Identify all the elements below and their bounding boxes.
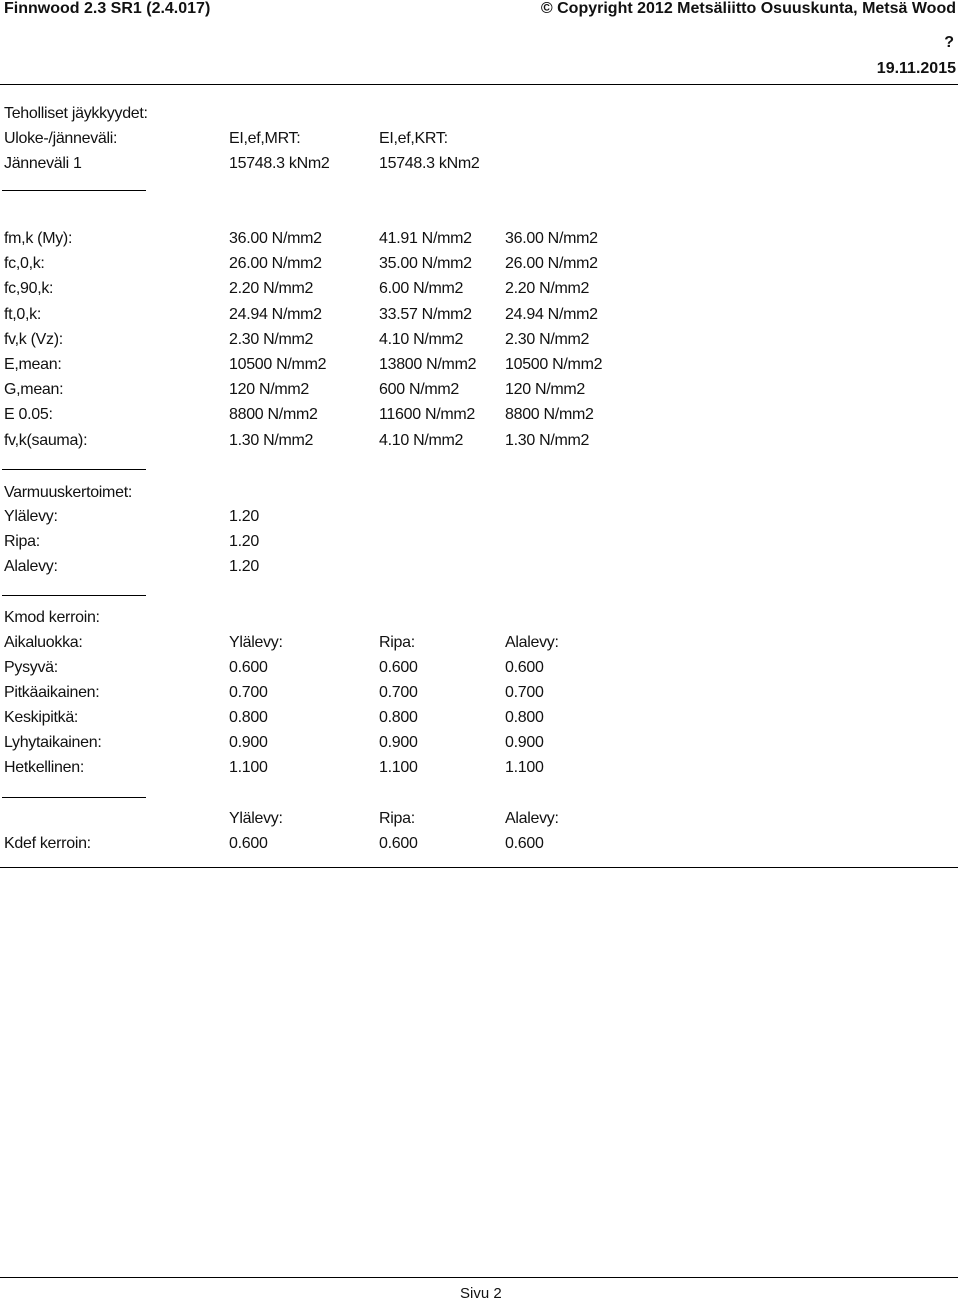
report-date: 19.11.2015 xyxy=(876,60,956,77)
strength-row xyxy=(0,306,960,326)
ei-mrt-column-label: EI,ef,MRT: xyxy=(229,130,301,147)
kdef-bottom-plate-label: Alalevy: xyxy=(505,810,559,827)
bottom-plate-label: Alalevy: xyxy=(505,634,559,651)
rib-value: 4.10 N/mm2 xyxy=(379,330,464,348)
kdef-top-plate-label: Ylälevy: xyxy=(229,810,283,827)
kdef-bottom-value: 0.600 xyxy=(505,835,544,852)
header-question-mark: ? xyxy=(944,34,954,51)
section-separator xyxy=(2,797,146,798)
strength-row xyxy=(0,432,960,452)
safety-row xyxy=(0,508,960,528)
duration-class: Keskipitkä: xyxy=(4,709,79,726)
span-name: Jänneväli 1 xyxy=(4,155,82,172)
duration-class: Pitkäaikainen: xyxy=(4,684,100,701)
property-label: G,mean: xyxy=(4,381,64,399)
bottom-plate-value: 26.00 N/mm2 xyxy=(505,255,598,273)
safety-title-row xyxy=(0,484,960,504)
top-plate-value: 1.30 N/mm2 xyxy=(229,431,314,449)
property-label: fm,k (My): xyxy=(4,230,73,247)
strength-row xyxy=(0,331,960,351)
kmod-top-value: 0.900 xyxy=(229,734,268,751)
kdef-top-value: 0.600 xyxy=(229,835,268,852)
bottom-plate-value: 24.94 N/mm2 xyxy=(505,305,598,323)
rib-value: 41.91 N/mm2 xyxy=(379,230,472,247)
top-plate-value: 2.30 N/mm2 xyxy=(229,330,314,348)
kmod-title: Kmod kerroin: xyxy=(4,609,100,626)
top-plate-value: 24.94 N/mm2 xyxy=(229,305,322,323)
kdef-rib-value: 0.600 xyxy=(379,835,418,852)
safety-row xyxy=(0,558,960,578)
safety-part-label: Ylälevy: xyxy=(4,508,58,525)
bottom-plate-value: 120 N/mm2 xyxy=(505,381,585,399)
kmod-row xyxy=(0,734,960,754)
kmod-top-value: 0.800 xyxy=(229,709,268,726)
safety-factor-value: 1.20 xyxy=(229,508,259,525)
kmod-bottom-value: 1.100 xyxy=(505,759,544,776)
ei-krt-value: 15748.3 kNm2 xyxy=(379,155,480,172)
section-separator xyxy=(2,190,146,191)
kmod-bottom-value: 0.900 xyxy=(505,734,544,751)
property-label: ft,0,k: xyxy=(4,305,42,323)
kdef-label: Kdef kerroin: xyxy=(4,835,91,852)
kmod-rib-value: 0.600 xyxy=(379,659,418,676)
strength-row xyxy=(0,230,960,250)
kmod-title-row xyxy=(0,609,960,629)
kmod-row xyxy=(0,659,960,679)
property-label: fc,90,k: xyxy=(4,280,54,298)
safety-factor-value: 1.20 xyxy=(229,558,259,575)
bottom-plate-value: 8800 N/mm2 xyxy=(505,406,594,424)
top-plate-value: 26.00 N/mm2 xyxy=(229,255,322,273)
span-column-label: Uloke-/jänneväli: xyxy=(4,130,118,147)
strength-row xyxy=(0,255,960,275)
top-plate-value: 2.20 N/mm2 xyxy=(229,280,314,298)
kmod-bottom-value: 0.700 xyxy=(505,684,544,701)
bottom-plate-value: 2.20 N/mm2 xyxy=(505,280,590,298)
property-label: fv,k (Vz): xyxy=(4,330,63,348)
stiffness-title: Teholliset jäykkyydet: xyxy=(4,105,148,122)
strength-row xyxy=(0,381,960,401)
kmod-header-row xyxy=(0,634,960,654)
app-title: Finnwood 2.3 SR1 (2.4.017) xyxy=(4,0,211,17)
top-plate-value: 36.00 N/mm2 xyxy=(229,230,322,247)
strength-row xyxy=(0,356,960,376)
kmod-row xyxy=(0,709,960,729)
property-label: E 0.05: xyxy=(4,406,53,424)
property-label: fc,0,k: xyxy=(4,255,45,273)
ei-mrt-value: 15748.3 kNm2 xyxy=(229,155,330,172)
kmod-rib-value: 0.900 xyxy=(379,734,418,751)
kdef-rib-label: Ripa: xyxy=(379,810,415,827)
safety-part-label: Alalevy: xyxy=(4,558,58,575)
safety-row xyxy=(0,533,960,553)
strength-row xyxy=(0,280,960,300)
rib-value: 13800 N/mm2 xyxy=(379,356,477,373)
kmod-rib-value: 1.100 xyxy=(379,759,418,776)
section-separator xyxy=(2,469,146,470)
rib-value: 6.00 N/mm2 xyxy=(379,280,464,298)
bottom-plate-value: 10500 N/mm2 xyxy=(505,356,603,373)
content-end-divider xyxy=(0,867,958,868)
copyright-notice: © Copyright 2012 Metsäliitto Osuuskunta, Metsä Wood xyxy=(540,0,956,17)
rib-value: 600 N/mm2 xyxy=(379,381,459,399)
safety-part-label: Ripa: xyxy=(4,533,40,550)
kmod-rib-value: 0.700 xyxy=(379,684,418,701)
duration-class: Pysyvä: xyxy=(4,659,58,676)
safety-title: Varmuuskertoimet: xyxy=(4,484,132,501)
property-label: E,mean: xyxy=(4,356,62,373)
top-plate-label: Ylälevy: xyxy=(229,634,283,651)
section-separator xyxy=(2,595,146,596)
rib-label: Ripa: xyxy=(379,634,415,651)
ei-krt-column-label: EI,ef,KRT: xyxy=(379,130,448,147)
kdef-header-row xyxy=(0,810,960,830)
bottom-plate-value: 36.00 N/mm2 xyxy=(505,230,598,247)
bottom-plate-value: 1.30 N/mm2 xyxy=(505,431,590,449)
kmod-row xyxy=(0,759,960,779)
rib-value: 4.10 N/mm2 xyxy=(379,431,464,449)
kmod-rib-value: 0.800 xyxy=(379,709,418,726)
top-plate-value: 8800 N/mm2 xyxy=(229,406,318,424)
rib-value: 11600 N/mm2 xyxy=(379,406,476,424)
rib-value: 33.57 N/mm2 xyxy=(379,305,472,323)
bottom-plate-value: 2.30 N/mm2 xyxy=(505,330,590,348)
rib-value: 35.00 N/mm2 xyxy=(379,255,472,273)
kmod-bottom-value: 0.600 xyxy=(505,659,544,676)
top-plate-value: 10500 N/mm2 xyxy=(229,356,327,373)
kdef-row xyxy=(0,835,960,855)
kmod-top-value: 0.700 xyxy=(229,684,268,701)
stiffness-title-row xyxy=(0,105,960,125)
kmod-bottom-value: 0.800 xyxy=(505,709,544,726)
footer-divider xyxy=(0,1277,958,1278)
strength-row xyxy=(0,406,960,426)
safety-factor-value: 1.20 xyxy=(229,533,259,550)
property-label: fv,k(sauma): xyxy=(4,431,88,449)
duration-class-label: Aikaluokka: xyxy=(4,634,83,651)
duration-class: Lyhytaikainen: xyxy=(4,734,102,751)
header-divider xyxy=(0,84,958,85)
kmod-row xyxy=(0,684,960,704)
top-plate-value: 120 N/mm2 xyxy=(229,381,309,399)
page-number: Sivu 2 xyxy=(460,1285,502,1302)
kmod-top-value: 0.600 xyxy=(229,659,268,676)
stiffness-span-row xyxy=(0,155,960,175)
stiffness-header-row xyxy=(0,130,960,150)
kmod-top-value: 1.100 xyxy=(229,759,268,776)
duration-class: Hetkellinen: xyxy=(4,759,85,776)
